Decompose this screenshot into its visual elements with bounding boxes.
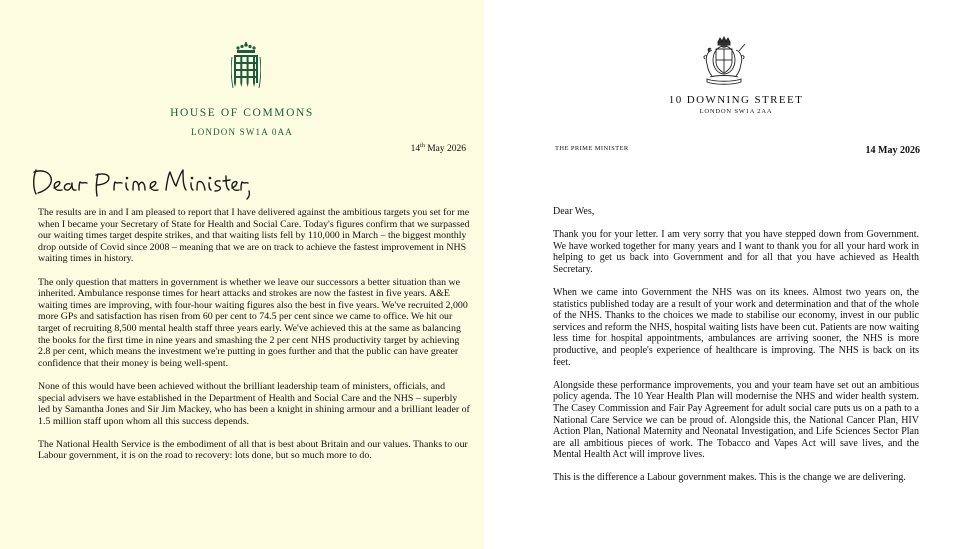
letter-date (411, 143, 466, 154)
body-paragraph: The results are in and I am pleased to report that I have delivered against the ambitious targets you set for me when I became your Secretary of State for Health and Social Care. Today's figures confirm that we surpassed our waiting times target despite strikes, and that waiting lists fell by 110,000 in March – the biggest monthly drop outside of Covid since 2008 – meaning that we are on track to achieve the fastest improvement in NHS waiting times in history. (38, 207, 470, 265)
page-divider (484, 0, 496, 549)
commons-letter (0, 0, 484, 549)
letterhead-title: HOUSE OF COMMONS (170, 107, 314, 119)
letterhead-address: LONDON SW1A 2AA (699, 108, 773, 115)
body-paragraph: The National Health Service is the embodiment of all that is best about Britain and our values. Thanks to our Labour government, it is on the road to recovery: lots done, but so much more to do. (38, 438, 468, 462)
body-paragraph: Thank you for your letter. I am very sorry that you have stepped down from Government. We have worked together for many years and I want to thank you for all your hard work in helping to get us back into Government and for all that you have achieved as Health Secretary. (553, 229, 919, 275)
letterhead-address: LONDON SW1A 0AA (191, 127, 293, 137)
date-suffix: th (420, 143, 425, 149)
letter-date: 14 May 2026 (865, 145, 920, 156)
date-day: 14 (410, 144, 421, 155)
body-paragraph: This is the difference a Labour government makes. This is the change we are delivering. (553, 472, 906, 484)
body-paragraph: None of this would have been achieved without the brilliant leadership team of ministers, officials, and special advisers we have established in the Department of Health and Social Care and the NHS – superbly led by Samantha Jones and Sir Jim Mackey, who has been a knight in shining armour and a brilliant leader of 1.5 million staff upon whom all this success depends. (38, 380, 470, 427)
royal-crest-icon (701, 36, 747, 86)
letter-body (553, 229, 919, 496)
body-paragraph: The only question that matters in government is whether we leave our successors a better situation than we inherited. Ambulance response times for heart attacks and strokes are now the fastest in five years. A&E waiting times are improving, with four-hour waiting figures also the best in five years. We've recruited 2,000 more GPs and satisfaction has risen from 60 per cent to 74.5 per cent since we came to office. We hit our target of recruiting 8,500 mental health staff three years early. We've achieved this at the same as balancing the books for the first time in nine years and smashing the 2 per cent NHS productivity target by achieving 2.8 per cent, which means the investment we're putting in goes further and that the public can have greater confidence that their money is being well-spent. (38, 276, 468, 369)
sender-label: THE PRIME MINISTER (555, 145, 629, 152)
downing-street-letter (496, 0, 976, 549)
body-paragraph: Alongside these performance improvements, you and your team have set out an ambitious policy agenda. The 10 Year Health Plan will modernise the NHS and wider health system. The Casey Commission and Fair Pay Agreement for adult social care puts us on a path to a National Care Service we can be proud of. Alongside this, the National Cancer Plan, HIV Action Plan, National Maternity and Neonatal Investigation, and Life Sciences Sector Plan are all ambitious pieces of work. The Tobacco and Vapes Act will save lives, and the Mental Health Act will improve lives. (553, 379, 919, 461)
letter-body (38, 207, 470, 474)
date-rest: May 2026 (424, 144, 466, 155)
portcullis-icon (231, 42, 261, 92)
body-paragraph: When we came into Government the NHS was on its knees. Almost two years on, the statistics published today are a result of your work and determination and that of the whole of the NHS. Thanks to the choices we made to stabilise our economy, invest in our public services and reform the NHS, hospital waiting lists have been cut. Patients are now waiting less time for hospital appointments, ambulances are arriving sooner, the NHS is more productive, and people's experience of healthcare is improving. The NHS is back on its feet. (553, 286, 919, 368)
salutation: Dear Wes, (553, 206, 595, 217)
handwritten-salutation (30, 160, 250, 202)
letterhead-title: 10 DOWNING STREET (668, 94, 804, 106)
